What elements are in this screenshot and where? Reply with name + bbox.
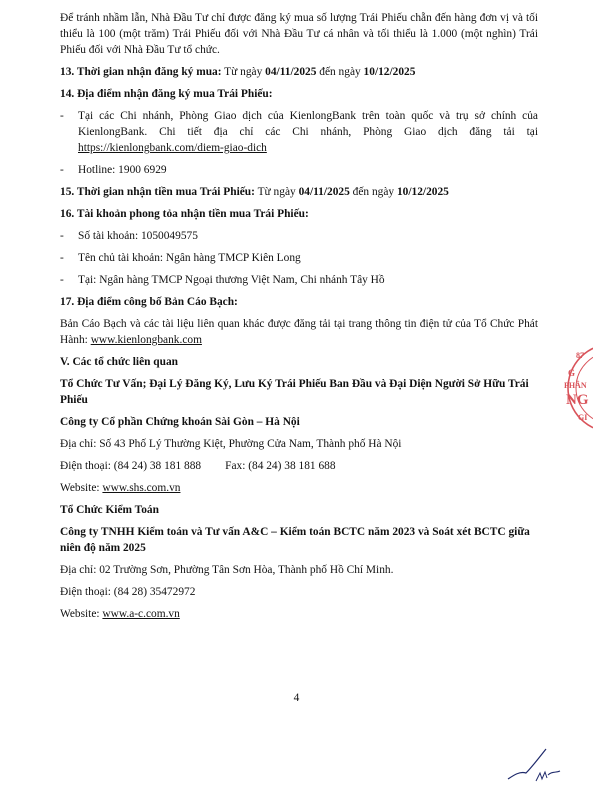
branches-text: Tại các Chi nhánh, Phòng Giao dịch của KienlongBank trên toàn quốc và trụ sở chính của KienlongBank. Chi tiết địa chỉ các Chi nhánh, Phòng Giao dịch đăng tải tại: [78, 110, 538, 138]
section-17-paragraph: [60, 316, 538, 348]
section-16-bullet-account-number: [60, 228, 538, 244]
svg-text:NG: NG: [566, 392, 589, 408]
svg-text:G: G: [568, 368, 576, 378]
shs-website-label: Website:: [60, 482, 103, 494]
section-14-bullet-branches: [60, 108, 538, 156]
auditor-title: Tổ Chức Kiểm Toán: [60, 504, 159, 516]
bullet-dash: -: [60, 110, 64, 122]
ac-address: Địa chỉ: 02 Trường Sơn, Phường Tân Sơn Hòa, Thành phố Hồ Chí Minh.: [60, 564, 394, 576]
bank-text: Tại: Ngân hàng TMCP Ngoại thương Việt Nam, Chi nhánh Tây Hồ: [78, 274, 385, 286]
prospectus-text: Bản Cáo Bạch và các tài liệu liên quan khác được đăng tải tại trang thông tin điện tử của Tổ Chức Phát Hành:: [60, 318, 538, 346]
section-15-to-date: 10/12/2025: [396, 186, 449, 198]
section-14-bullet-hotline: [60, 162, 538, 178]
section-13-to-date: 10/12/2025: [363, 66, 416, 78]
shs-fax: Fax: (84 24) 38 181 688: [225, 460, 336, 472]
hotline-text: Hotline: 1900 6929: [78, 164, 167, 176]
page-number: 4: [293, 692, 300, 704]
advisor-title: Tổ Chức Tư Vấn; Đại Lý Đăng Ký, Lưu Ký Trái Phiếu Ban Đầu và Đại Diện Người Sở Hữu Trái Phiếu: [60, 378, 529, 406]
shs-website-line: [60, 480, 538, 496]
section-15: [60, 184, 538, 200]
shs-phone: Điện thoại: (84 24) 38 181 888: [60, 460, 202, 472]
svg-text:GI: GI: [578, 413, 588, 422]
account-holder-text: Tên chủ tài khoản: Ngân hàng TMCP Kiên Long: [78, 252, 301, 264]
branches-link[interactable]: https://kienlongbank.com/diem-giao-dich: [78, 142, 267, 154]
account-number-text: Số tài khoản: 1050049575: [78, 230, 198, 242]
ac-phone: Điện thoại: (84 28) 35472972: [60, 586, 196, 598]
page-content: [60, 10, 538, 628]
ac-website-label: Website:: [60, 608, 103, 620]
svg-text:87: 87: [576, 351, 584, 360]
section-13-pre: Từ ngày: [221, 66, 266, 78]
ac-company-name: Công ty TNHH Kiểm toán và Tư vấn A&C – Kiểm toán BCTC năm 2023 và Soát xét BCTC giữa niên độ năm 2025: [60, 526, 530, 554]
section-13-heading: 13. Thời gian nhận đăng ký mua:: [60, 66, 222, 78]
red-seal-stamp: [560, 338, 593, 438]
shs-company-name: Công ty Cổ phần Chứng khoán Sài Gòn – Hà Nội: [60, 416, 300, 428]
issuer-website-link[interactable]: www.kienlongbank.com: [90, 334, 202, 346]
shs-address: Địa chỉ: Số 43 Phố Lý Thường Kiệt, Phường Cửa Nam, Thành phố Hà Nội: [60, 438, 402, 450]
section-17-heading: 17. Địa điểm công bố Bản Cáo Bạch:: [60, 296, 238, 308]
intro-paragraph: Để tránh nhầm lẫn, Nhà Đầu Tư chỉ được đăng ký mua số lượng Trái Phiếu chẵn đến hàng đơn vị và tối thiểu là 100 (một trăm) Trái Phiếu đối với Nhà Đầu Tư cá nhân và tối thiểu là 1.000 (một nghìn) Trái Phiếu đối với Nhà Đầu Tư tổ chức.: [60, 12, 538, 56]
section-15-mid: đến ngày: [349, 186, 397, 198]
section-14-heading: 14. Địa điểm nhận đăng ký mua Trái Phiếu:: [60, 88, 273, 100]
bullet-text: [78, 108, 538, 156]
svg-text:PHẦN: PHẦN: [564, 381, 587, 390]
section-15-from-date: 04/11/2025: [298, 186, 350, 198]
section-16-bullet-bank: [60, 272, 538, 288]
section-16-heading: 16. Tài khoản phong tỏa nhận tiền mua Trái Phiếu:: [60, 208, 309, 220]
ac-website-link[interactable]: www.a-c.com.vn: [102, 608, 180, 620]
bullet-dash: -: [60, 230, 64, 242]
section-13-from-date: 04/11/2025: [265, 66, 317, 78]
ac-website-line: [60, 606, 538, 622]
shs-website-link[interactable]: www.shs.com.vn: [102, 482, 181, 494]
section-15-pre: Từ ngày: [254, 186, 299, 198]
bullet-dash: -: [60, 274, 64, 286]
section-13: [60, 64, 538, 80]
bullet-dash: -: [60, 252, 64, 264]
section-15-heading: 15. Thời gian nhận tiền mua Trái Phiếu:: [60, 186, 255, 198]
section-16-bullet-account-holder: [60, 250, 538, 266]
bullet-dash: -: [60, 164, 64, 176]
section-v-heading: V. Các tổ chức liên quan: [60, 356, 179, 368]
signature-initials: [506, 745, 566, 785]
shs-contact-line: [60, 458, 538, 474]
section-13-mid: đến ngày: [316, 66, 364, 78]
